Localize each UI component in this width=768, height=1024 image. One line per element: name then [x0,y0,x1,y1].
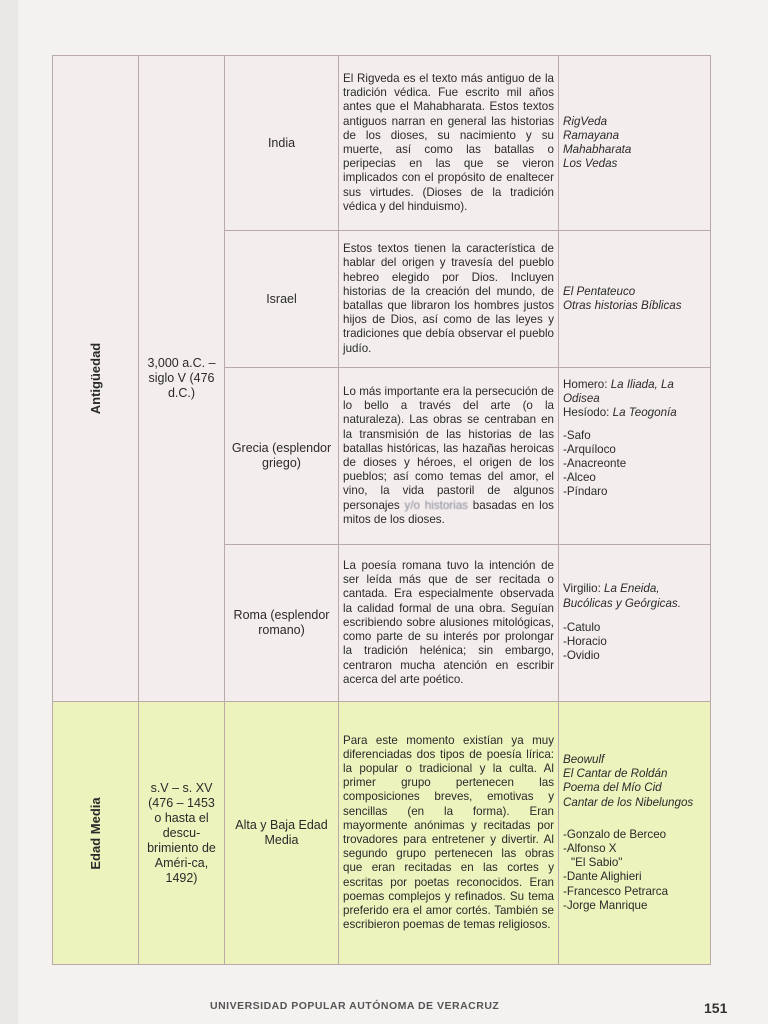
work-item: Beowulf [563,752,605,766]
place-roma: Roma (esplendor romano) [225,545,339,702]
author-virgilio: Virgilio: [563,582,601,596]
period-cell-antiquity [53,56,139,702]
work-item: El Pentateuco [563,284,636,298]
footer-university: UNIVERSIDAD POPULAR AUTÓNOMA DE VERACRUZ [210,1000,500,1012]
poet-item: -Ovidio [563,649,600,663]
work-item: RigVeda [563,114,608,128]
work-item: Mahabharata [563,143,632,156]
poet-item: -Jorge Manrique [563,898,648,912]
poet-item: -Dante Alighieri [563,870,642,884]
desc-grecia [339,368,559,545]
titles-virgilio: La Eneida, Bucólicas y Geórgicas. [563,582,681,610]
work-item: Otras historias Bíblicas [563,299,682,312]
poet-item: -Safo [563,428,591,442]
poet-item: -Arquíloco [563,442,616,456]
work-item: Ramayana [563,128,620,142]
works-grecia [559,368,711,545]
author-homero: Homero: [563,378,608,391]
desc-grecia-part2: basadas en los mitos de los dioses. [343,498,554,526]
work-virgilio [563,582,706,610]
period-label-middle-ages: Edad Media [88,796,103,870]
works-roma [559,545,711,702]
work-item: Poema del Mío Cid [563,781,662,795]
poet-item: -Alfonso X [563,842,617,855]
poet-item: -Alceo [563,471,596,485]
place-israel: Israel [225,231,339,368]
dates-middle-ages: s.V – s. XV (476 – 1453 o hasta el descu-brimiento de Améri-ca, 1492) [147,780,216,885]
place-medieval: Alta y Baja Edad Media [225,702,339,965]
titles-homero: La Iliada, La Odisea [563,378,674,406]
table-row-india [53,56,711,231]
period-cell-middle-ages [53,702,139,965]
work-item: Los Vedas [563,157,618,171]
desc-grecia-smudged: y/o historias [404,498,468,512]
work-hesiodo [563,406,706,420]
desc-grecia-part1: Lo más importante era la persecución de lo bello a través del arte (o la naturaleza). Las obras se centraban en la transmisión de las historias de las batallas históricas, las hazañas heroicas de dioses y héroes, el origen de los pueblos; así como temas del amor, el vino, la vida pastoril de algunos personajes [343,384,554,512]
dates-antiquity: 3,000 a.C. – siglo V (476 d.C.) [147,356,216,400]
table-row-medieval [53,702,711,965]
poet-item: -Gonzalo de Berceo [563,827,667,841]
poet-item: -Francesco Petrarca [563,884,669,898]
work-item: Cantar de los Nibelungos [563,795,694,809]
works-india [559,56,711,231]
work-homero [563,378,706,406]
literature-table [52,55,711,965]
works-israel [559,231,711,368]
page-number: 151 [704,1000,728,1016]
poet-item: "El Sabio" [571,856,623,870]
author-hesiodo: Hesíodo: [563,406,610,420]
poet-item: -Píndaro [563,485,608,499]
desc-medieval: Para este momento existían ya muy diferenciadas dos tipos de poesía lírica: la popular o tradicional y la culta. Al primer grupo pertenecen las composiciones breves, emotivas y sencillas (en la forma). Eran mayormente anónimas y recitadas por trovadores para entretener y divertir. Al segundo grupo pertenecen las obras que eran recitadas en las cortes y escritas por poetas reconocidos. Eran poemas complejos y refinados. Su tema preferido era el amor cortés. También se escribieron poemas de temas religiosos. [339,702,559,965]
desc-india: El Rigveda es el texto más antiguo de la tradición védica. Fue escrito mil años antes que el Mahabharata. Estos textos antiguos narran en general las historias de los dioses, su nacimiento y su muerte, así como las batallas o peripecias en las que se vieron implicados con el propósito de enaltecer sus virtudes. (Dioses de la tradición védica y del hinduismo). [339,56,559,231]
place-india: India [225,56,339,231]
desc-israel: Estos textos tienen la característica de hablar del origen y travesía del pueblo hebreo elegido por Dios. Incluyen historias de la creación del mundo, de batallas que libraron los hombres justos hijos de Dios, así como de las leyes y tradiciones que debía observar el pueblo judío. [339,231,559,368]
poet-item: -Catulo [563,620,601,634]
desc-roma: La poesía romana tuvo la intención de ser leída más que de ser recitada o cantada. Era especialmente observada la calidad formal de una obra. Seguían escribiendo sobre alusiones mitológicas, como parte de su interés por prolongar la tradición helénica; sin embargo, centraron mucha atención en escribir acerca del arte poético. [339,545,559,702]
poet-item: -Anacreonte [563,457,627,471]
titles-hesiodo: La Teogonía [612,406,677,420]
place-grecia: Grecia (esplendor griego) [225,368,339,545]
period-label-antiquity: Antigüedad [88,342,103,415]
poet-item: -Horacio [563,635,607,649]
works-medieval [559,702,711,965]
work-item: El Cantar de Roldán [563,767,668,781]
dates-cell-antiquity [139,56,225,702]
dates-cell-middle-ages [139,702,225,965]
